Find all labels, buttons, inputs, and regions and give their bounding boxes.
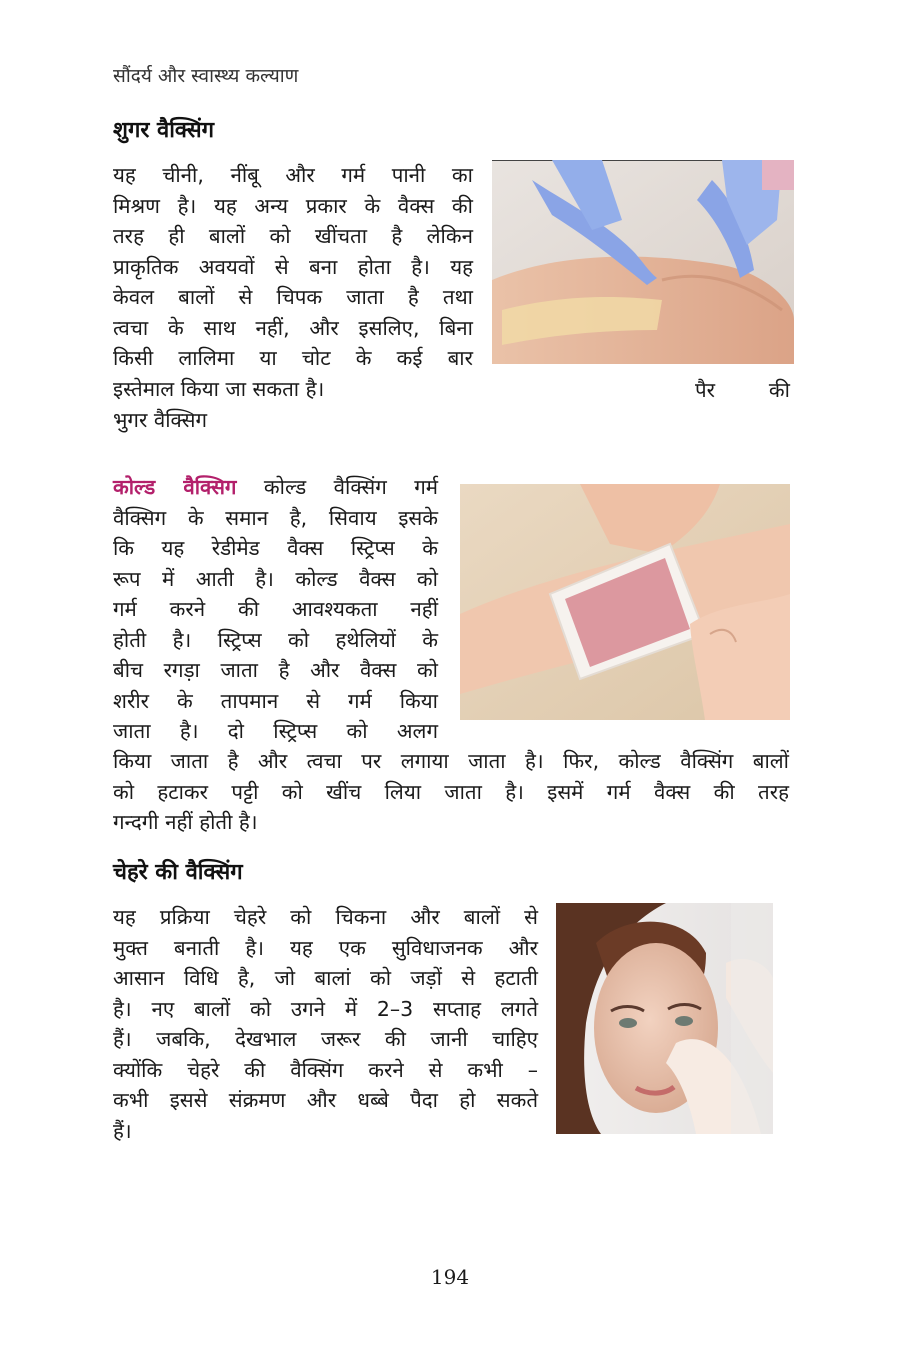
- text-line: कि यह रेडीमेड वैक्स स्ट्रिप्स के: [113, 536, 438, 560]
- facial-wax-photo: [556, 903, 773, 1134]
- text-line: केवल बालों से चिपक जाता है तथा: [113, 285, 473, 309]
- text-line: यह चीनी, नींबू और गर्म पानी का: [113, 163, 473, 187]
- text-line: गर्म करने की आवश्यकता नहीं: [113, 597, 438, 621]
- text-line: मुक्त बनाती है। यह एक सुविधाजनक और: [113, 935, 538, 960]
- cold-wax-illustration: [460, 484, 790, 720]
- sugar-waxing-paragraph: [113, 160, 473, 404]
- cold-waxing-heading: कोल्ड वैक्सिग: [113, 475, 237, 499]
- text-line: शरीर के तापमान से गर्म किया: [113, 688, 438, 713]
- cold-wax-strip-photo: [460, 484, 790, 720]
- text-line: क्योंकि चेहरे की वैक्सिंग करने से कभी –: [113, 1057, 538, 1082]
- section-heading-sugar-waxing: शुगर वैक्सिंग: [113, 118, 215, 143]
- sugar-caption-part2: भुगर वैक्सिग: [113, 408, 208, 432]
- text-line: किसी लालिमा या चोट के कई बार: [113, 346, 473, 370]
- section-heading-face-waxing: चेहरे की वैक्सिंग: [113, 860, 243, 885]
- leg-photo-illustration: [492, 160, 794, 364]
- text-line: त्वचा के साथ नहीं, और इसलिए, बिना: [113, 315, 473, 340]
- text-line: रूप में आती है। कोल्ड वैक्स को: [113, 566, 438, 591]
- text-line: यह प्रक्रिया चेहरे को चिकना और बालों से: [113, 905, 538, 929]
- text-line: गन्दगी नहीं होती है।: [113, 810, 258, 834]
- text-line: को हटाकर पट्टी को खींच लिया जाता है। इसमें गर्म वैक्स की तरह: [113, 779, 789, 804]
- text-line: तरह ही बालों को खींचता है लेकिन: [113, 224, 473, 248]
- face-waxing-paragraph: [113, 902, 538, 1146]
- text-line: वैक्सिग के समान है, सिवाय इसके: [113, 505, 438, 530]
- text-line: इस्तेमाल किया जा सकता है।: [113, 376, 325, 401]
- facial-wax-illustration: [556, 903, 773, 1134]
- text-line: कभी इससे संक्रमण और धब्बे पैदा हो सकते: [113, 1088, 538, 1112]
- cold-waxing-paragraph: [113, 472, 438, 747]
- text-line: हैं।: [113, 1118, 132, 1143]
- running-head: सौंदर्य और स्वास्थ्य कल्याण: [113, 65, 299, 87]
- cold-waxing-paragraph-continued: [113, 746, 789, 838]
- text-line: प्राकृतिक अवयवों से बना होता है। यह: [113, 254, 473, 279]
- text-line: मिश्रण है। यह अन्य प्रकार के वैक्स की: [113, 193, 473, 218]
- text-line: जाता है। दो स्ट्रिप्स को अलग: [113, 719, 438, 743]
- text-line: हैं। जबकि, देखभाल जरूर की जानी चाहिए: [113, 1027, 538, 1051]
- text-line: बीच रगड़ा जाता है और वैक्स को: [113, 658, 438, 682]
- cold-waxing-first-line: [113, 472, 438, 503]
- text-line: आसान विधि है, जो बालां को जड़ों से हटाती: [113, 966, 538, 990]
- leg-sugar-wax-photo: [492, 160, 794, 364]
- text-line: है। नए बालों को उगने में 2–3 सप्ताह लगते: [113, 996, 538, 1021]
- text-line: होती है। स्ट्रिप्स को हथेलियों के: [113, 627, 438, 652]
- sugar-caption-part1: पैर की: [695, 378, 790, 402]
- text-line: कोल्ड वैक्सिंग गर्म: [236, 475, 438, 499]
- text-line: किया जाता है और त्वचा पर लगाया जाता है। फिर, कोल्ड वैक्सिंग बालों: [113, 749, 789, 773]
- page-number: 194: [430, 1265, 470, 1289]
